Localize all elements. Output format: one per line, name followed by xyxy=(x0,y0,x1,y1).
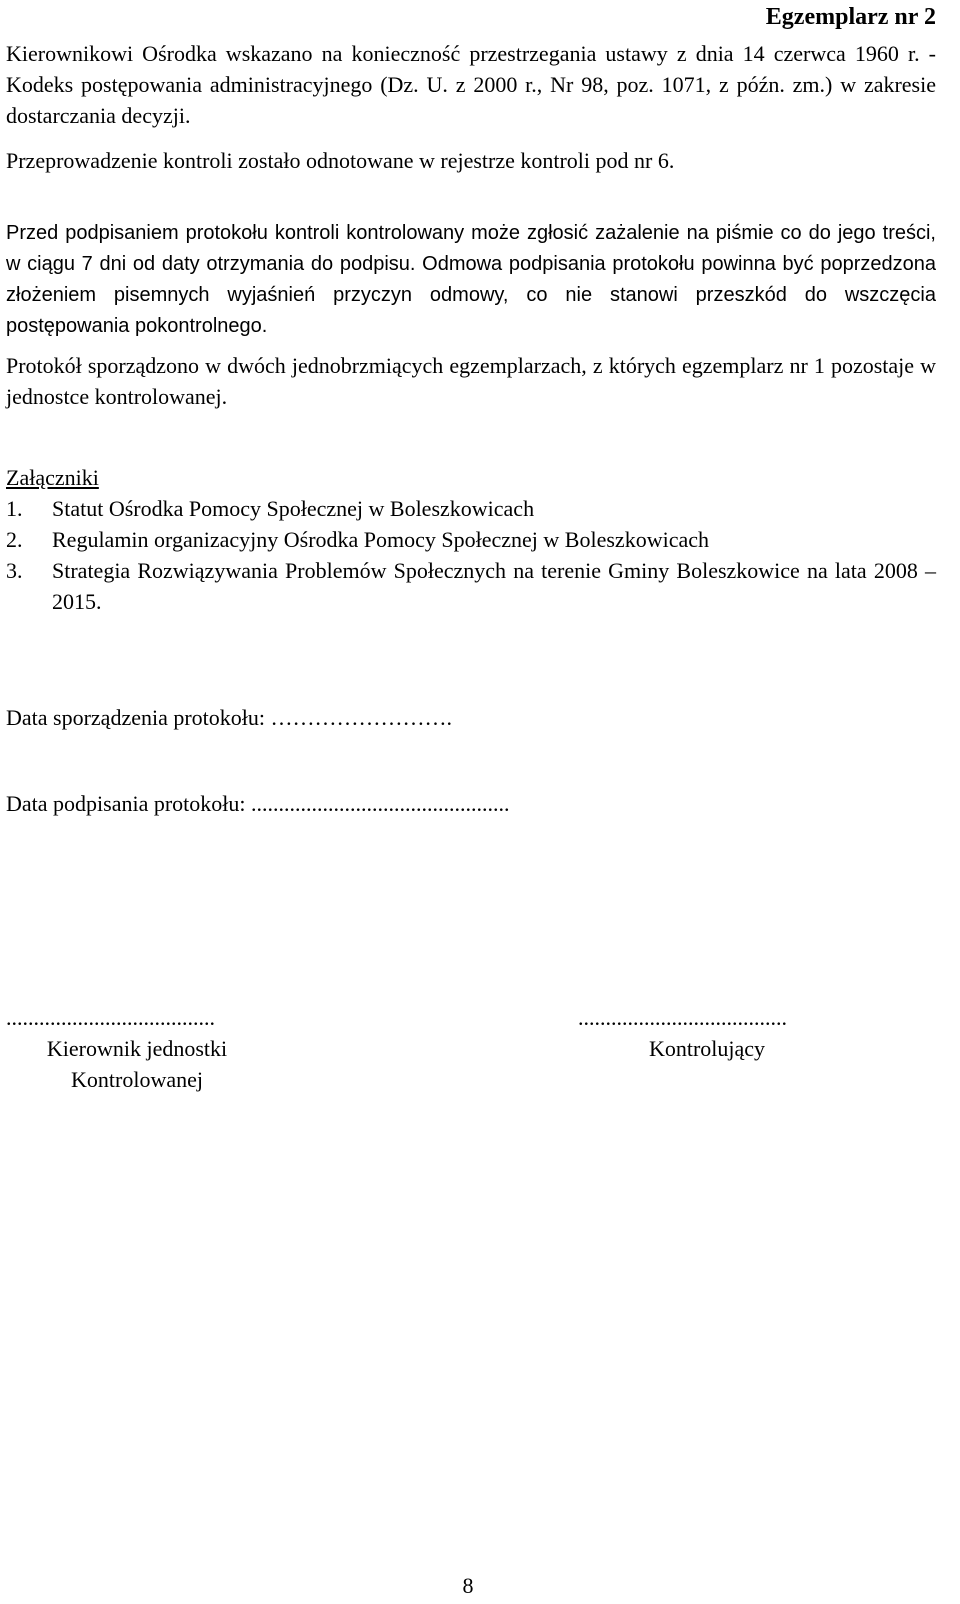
attachment-text: Strategia Rozwiązywania Problemów Społecznych na terenie Gminy Boleszkowice na lata 2008 – 2015. xyxy=(52,558,936,614)
copy-number-label: Egzemplarz nr 2 xyxy=(765,4,936,30)
page-number: 8 xyxy=(462,1573,474,1598)
paragraph-copies: Protokół sporządzono w dwóch jednobrzmiących egzemplarzach, z których egzemplarz nr 1 pozostaje w jednostce kontrolowanej. xyxy=(6,353,936,409)
attachments-title: Załączniki xyxy=(6,465,99,490)
attachment-text: Regulamin organizacyjny Ośrodka Pomocy Społecznej w Boleszkowicach xyxy=(52,527,709,552)
signature-block-head-of-unit xyxy=(6,1002,268,1095)
signature-dotted-line: ...................................... xyxy=(578,1005,787,1030)
attachments-list xyxy=(6,493,936,617)
signature-label: Kontrolujący xyxy=(648,1036,766,1061)
signature-label-continued: Kontrolowanej xyxy=(71,1067,203,1092)
preparation-date-line: Data sporządzenia protokołu: ……………………. xyxy=(6,705,453,730)
signature-dotted-line: ...................................... xyxy=(6,1005,215,1030)
attachment-number: 2. xyxy=(6,527,23,552)
attachment-number: 1. xyxy=(6,496,23,521)
attachment-number: 3. xyxy=(6,558,23,583)
signature-label: Kierownik jednostki xyxy=(46,1036,228,1061)
attachment-text: Statut Ośrodka Pomocy Społecznej w Boleszkowicach xyxy=(52,496,535,521)
signature-block-inspector xyxy=(578,1002,836,1064)
paragraph-recommendation: Kierownikowi Ośrodka wskazano na konieczność przestrzegania ustawy z dnia 14 czerwca 1960 r. - Kodeks postępowania administracyjnego (Dz. U. z 2000 r., Nr 98, poz. 1071, z późn. zm.) w zakresie dostarczania decyzji. xyxy=(6,41,936,128)
paragraph-registry-entry: Przeprowadzenie kontroli zostało odnotowane w rejestrze kontroli pod nr 6. xyxy=(6,148,675,173)
signing-date-line: Data podpisania protokołu: ............................................... xyxy=(6,791,510,816)
attachment-item xyxy=(6,555,936,617)
paragraph-complaint-rights: Przed podpisaniem protokołu kontroli kontrolowany może zgłosić zażalenie na piśmie co do jego treści, w ciągu 7 dni od daty otrzymania do podpisu. Odmowa podpisania protokołu powinna być poprzedzona złożeniem pisemnych wyjaśnień przyczyn odmowy, co nie stanowi przeszkód do wszczęcia postępowania pokontrolnego. xyxy=(6,222,936,337)
attachment-item xyxy=(6,493,936,524)
attachments-section xyxy=(6,462,936,617)
attachment-item xyxy=(6,524,936,555)
